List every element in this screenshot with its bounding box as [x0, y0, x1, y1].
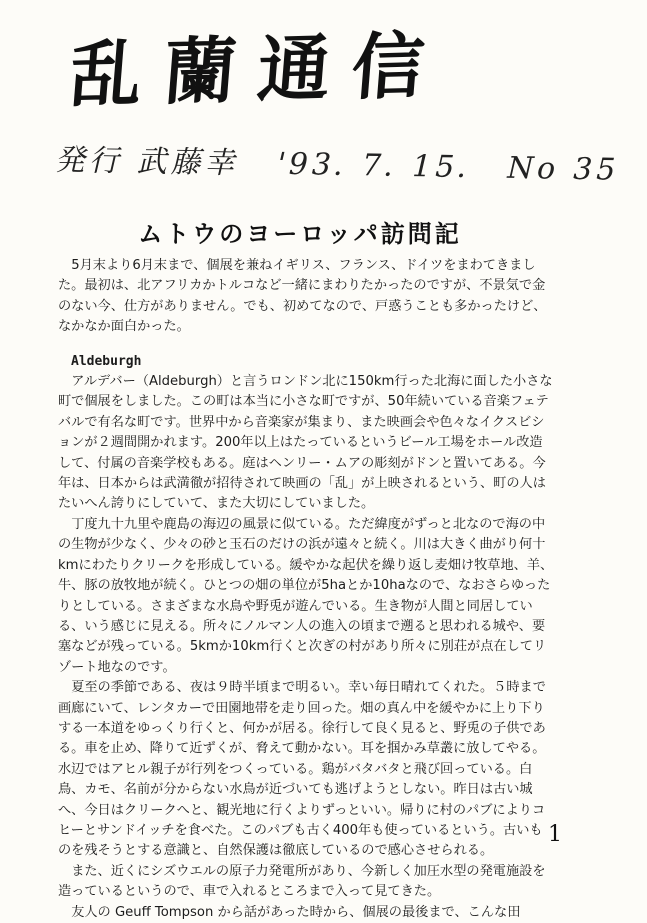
section-spacer [58, 338, 554, 352]
publisher: 発行 武藤幸 [53, 142, 245, 182]
newsletter-title: 乱蘭通信 [66, 21, 450, 118]
issue-date: '93. 7. 15. [272, 146, 476, 186]
article-body [58, 256, 554, 923]
article-headline: ムトウのヨーロッパ訪問記 [138, 220, 462, 248]
issue-number: No 35 [503, 150, 624, 188]
body-paragraph: 丁度九十九里や鹿島の海辺の風景に似ている。ただ緯度がずっと北なので海の中の生物が少なく、少々の砂と玉石のだけの浜が遠々と続く。川は大きく曲がり何十kmにわたりクリークを形成している。緩やかな起伏を繰り返し麦畑け牧草地、羊、牛、豚の放牧地が続く。ひとつの畑の単位が5haとか10haなので、なおさらゆったりとしている。さまざまな水鳥や野兎が遊んでいる。生き物が人間と同居している、いう感じに見える。所々にノルマン人の進入の頃まで遡ると思われる城や、要塞などが残っている。5kmか10km行くと次ぎの村があり所々に別荘が点在してリゾート地なのです。 [58, 516, 554, 675]
page-number: 1 [548, 822, 562, 847]
body-paragraph: 夏至の季節である、夜は９時半頃まで明るい。幸い毎日晴れてくれた。５時まで画廊にいて、レンタカーで田園地帯を走り回った。畑の真ん中を緩やかに上り下りする一本道をゆっくり行くと、何かが居る。徐行して良く見ると、野兎の子供である。車を止め、降りて近ずくが、脅えて動かない。耳を掴かみ草叢に放してやる。水辺ではアヒル親子が行列をつくっている。鶏がバタバタと飛び回っている。白鳥、カモ、名前が分からない水鳥が近づいても逃げようとしない。昨日は古い城へ、今日はクリークへと、観光地に行くよりずっといい。帰りに村のパブによりコヒーとサンドイッチを食べた。このパブも古く400年も使っているという。古いものを残そうとする意識と、自然保護は徹底しているので感心させられる。 [58, 680, 546, 859]
section-heading: Aldeburgh [71, 353, 142, 369]
intro-paragraph: 5月末より6月末まで、個展を兼ねイギリス、フランス、ドイツをまわてきました。最初は、北アフリカかトルコなど一緒にまわりたかったのですが、不景気で金のない今、仕方がありません。でも、初めてなので、戸惑うことも多かったけど、なかなか面白かった。 [58, 258, 547, 335]
body-paragraph: アルデバー（Aldeburgh）と言うロンドン北に150km行った北海に面した小さな町で個展をしました。この町は本当に小さな町ですが、50年続いている音楽フェテバルで有名な町です。世界中から音楽家が集まり、また映画会や色々なイクスビションが２週間開かれます。200年以上はたっているというビール工場をホール改造して、付属の音楽学校もある。庭はヘンリー・ムアの彫刻がドンと置いてある。今年は、日本からは武満徹が招待されて映画の「乱」が上映されるという、町の人はたいへん誇りにしていて、また大切にしていました。 [58, 374, 553, 512]
issue-info [53, 135, 647, 189]
body-paragraph: 友人の Geuff Tompson から話があった時から、個展の最後まで、こんな田 [71, 904, 521, 920]
body-paragraph: また、近くにシズウエルの原子力発電所があり、今新しく加圧水型の発電施設を造っているというので、車で入れるところまで入って見てきた。 [58, 863, 546, 900]
